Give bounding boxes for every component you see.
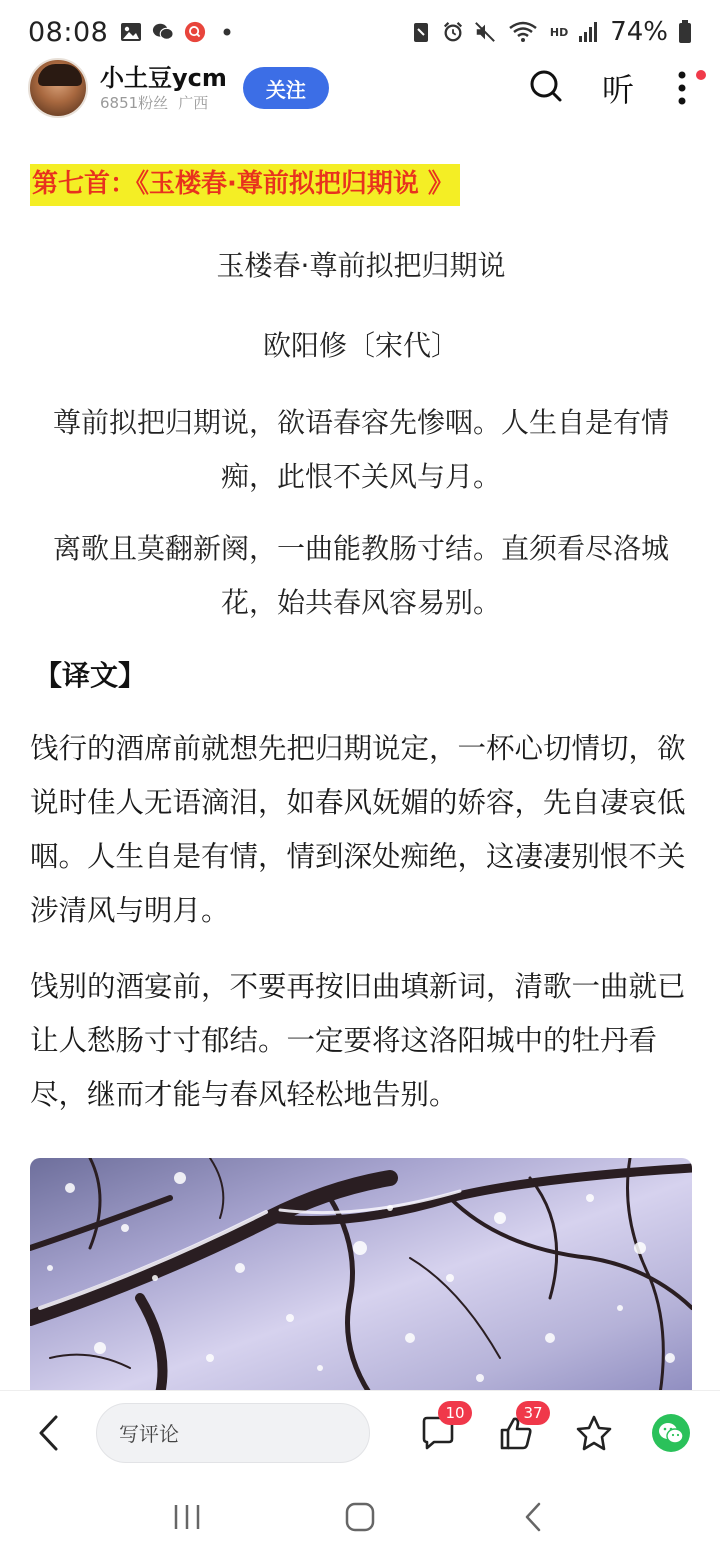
signal-icon [578,21,600,43]
battery-percentage: 74% [610,17,668,47]
article-image[interactable] [30,1158,692,1394]
gallery-icon [120,21,142,43]
article-body [30,164,692,1122]
author-location: 广西 [178,94,209,112]
status-time: 08:08 [28,16,109,48]
poem-title: 玉楼春·尊前拟把归期说 [216,249,506,282]
author-avatar[interactable] [28,58,88,118]
system-back-button[interactable] [503,1492,563,1542]
poem-stanza: 离歌且莫翻新阕，一曲能教肠寸结。直须看尽洛城花，始共春风容易别。 [52,532,669,619]
wechat-share-button[interactable] [652,1414,690,1452]
like-button[interactable] [496,1403,543,1453]
recent-apps-icon [172,1502,202,1532]
favorite-button[interactable] [574,1413,614,1453]
system-navigation-bar [0,1474,720,1560]
wechat-icon [657,1421,685,1445]
mute-icon [474,21,496,43]
follow-button[interactable]: 关注 [243,67,329,109]
chevron-left-icon [37,1414,59,1452]
home-icon [344,1501,376,1533]
author-info[interactable] [100,63,227,113]
engagement-actions [418,1403,690,1453]
wechat-notification-icon [152,21,174,43]
search-app-notification-icon [184,21,206,43]
notification-dot [696,70,706,80]
notification-icons [120,21,238,43]
network-type-label: HD [549,25,569,39]
wifi-icon [506,21,540,43]
nfc-icon [410,21,432,43]
like-count-badge: 37 [516,1401,550,1425]
more-options-button[interactable] [672,68,692,108]
article-header [0,52,720,124]
translation-paragraph: 饯行的酒席前就想先把归期说定，一杯心切情切，欲说时佳人无语滴泪，如春风妩媚的娇容，先自凄哀低咽。人生自是有情，情到深处痴绝，这凄凄别恨不关涉清风与明月。 [30,732,686,927]
recent-apps-button[interactable] [157,1492,217,1542]
follower-count: 6851粉丝 [100,94,169,112]
status-right [410,17,692,47]
author-meta [100,93,227,113]
poem-stanza: 尊前拟把归期说，欲语春容先惨咽。人生自是有情痴，此恨不关风与月。 [52,406,669,493]
bottom-action-bar [0,1390,720,1474]
author-name[interactable]: 小土豆ycm [100,64,227,92]
translation-title: 【译文】 [34,659,147,692]
star-icon [575,1414,613,1452]
poem-heading: 第七首：《玉楼春·尊前拟把归期说 》 [30,164,460,206]
header-actions [528,65,692,111]
comment-input[interactable]: 写评论 [96,1403,370,1463]
comments-button[interactable] [418,1403,465,1453]
poem-author: 欧阳修〔宋代〕 [262,329,459,362]
home-button[interactable] [330,1492,390,1542]
more-notifications-dot-icon [216,21,238,43]
translation-paragraph: 饯别的酒宴前，不要再按旧曲填新词，清歌一曲就已让人愁肠寸寸郁结。一定要将这洛阳城中的牡丹看尽，继而才能与春风轻松地告别。 [30,970,686,1111]
more-vertical-icon [678,70,686,106]
back-chevron-icon [523,1501,543,1533]
back-button[interactable] [30,1412,66,1454]
comment-count-badge: 10 [438,1401,472,1425]
search-icon[interactable] [528,68,564,108]
battery-icon [678,21,692,43]
listen-button[interactable]: 听 [601,71,634,109]
alarm-icon [442,21,464,43]
